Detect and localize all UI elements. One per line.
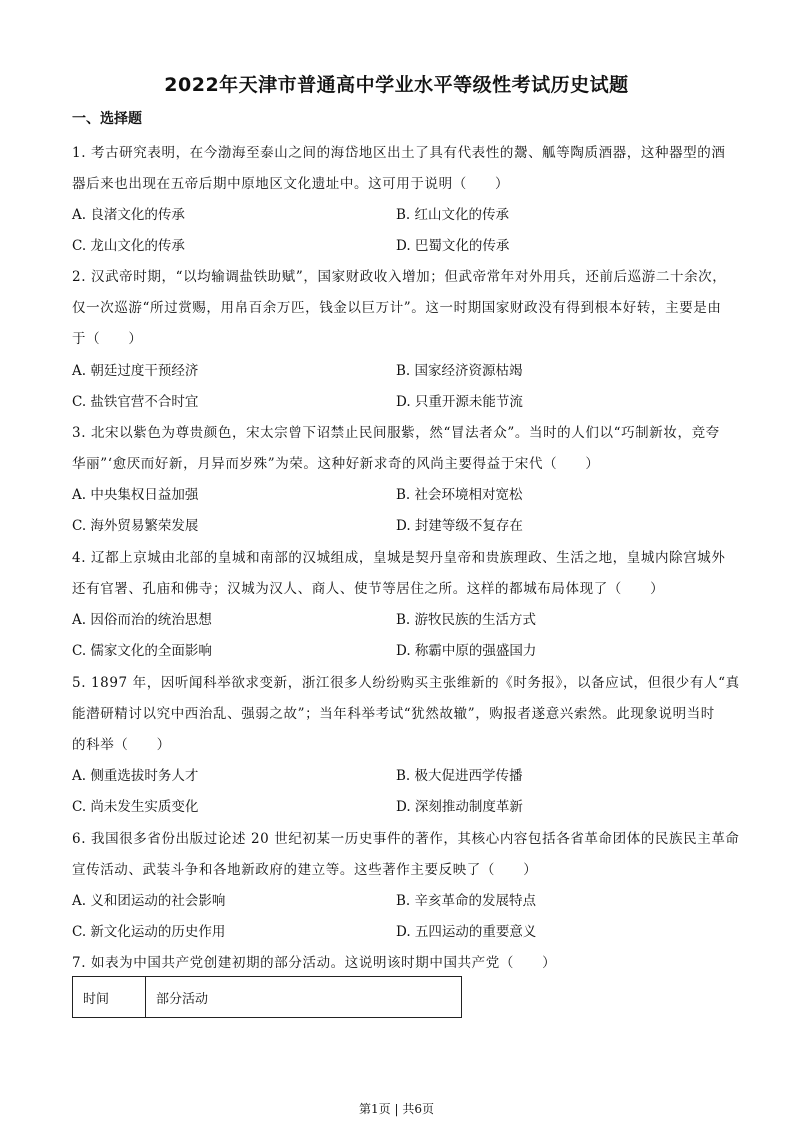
question-2-line-3: 于（ ） [72,331,143,347]
question-1-option-c: C. 龙山文化的传承 [72,238,185,254]
question-2-option-c: C. 盐铁官营不合时宜 [72,394,199,410]
question-5-option-c: C. 尚未发生实质变化 [72,799,199,815]
table-row [73,977,462,1018]
question-4-option-c: C. 儒家文化的全面影响 [72,643,212,659]
question-6-option-a: A. 义和团运动的社会影响 [72,893,226,909]
question-3-line-2: 华丽”‘愈厌而好新，月异而岁殊”为荣。这种好新求奇的风尚主要得益于宋代（ ） [72,456,600,472]
question-6-line-2: 宣传活动、武装斗争和各地新政府的建立等。这些著作主要反映了（ ） [72,862,538,878]
question-6-option-d: D. 五四运动的重要意义 [396,924,537,940]
question-5-line-2: 能潜研精讨以究中西治乱、强弱之故”；当年科举考试“犹然故辙”，购报者遂意兴索然。此现象说明当时 [72,706,715,722]
question-5-line-3: 的科举（ ） [72,737,171,753]
question-3-option-a: A. 中央集权日益加强 [72,487,199,503]
question-3-option-c: C. 海外贸易繁荣发展 [72,518,199,534]
activities-table [72,976,462,1018]
question-3-option-d: D. 封建等级不复存在 [396,518,523,534]
page-footer: 第1页 | 共6页 [359,1102,434,1116]
question-2-line-2: 仅一次巡游“所过赏赐，用帛百余万匹，钱金以巨万计”。这一时期国家财政没有得到根本好转，主要是由 [72,300,722,316]
page-title: 2022年天津市普通高中学业水平等级性考试历史试题 [164,74,629,96]
question-5-option-b: B. 极大促进西学传播 [396,768,523,784]
question-1-option-d: D. 巴蜀文化的传承 [396,238,510,254]
question-4-line-2: 还有官署、孔庙和佛寺；汉城为汉人、商人、使节等居住之所。这样的都城布局体现了（ ） [72,581,665,597]
question-2-option-a: A. 朝廷过度干预经济 [72,363,199,379]
question-3-line-1: 3. 北宋以紫色为尊贵颜色，宋太宗曾下诏禁止民间服紫，然“冒法者众”。当时的人们以“巧制新妆，竞夸 [72,425,720,441]
section-heading: 一、选择题 [72,111,142,127]
question-6-option-c: C. 新文化运动的历史作用 [72,924,226,940]
question-1-option-a: A. 良渚文化的传承 [72,207,185,223]
question-2-line-1: 2. 汉武帝时期，“以均输调盐铁助赋”，国家财政收入增加；但武帝常年对外用兵，还前后巡游二十余次， [72,269,727,285]
question-1-option-b: B. 红山文化的传承 [396,207,510,223]
question-4-option-b: B. 游牧民族的生活方式 [396,612,537,628]
question-2-option-d: D. 只重开源未能节流 [396,394,523,410]
question-5-line-1: 5. 1897 年，因听闻科举欲求变新，浙江很多人纷纷购买主张维新的《时务报》，以备应试，但很少有人“真 [72,675,740,691]
question-7-line-1: 7. 如表为中国共产党创建初期的部分活动。这说明该时期中国共产党（ ） [72,955,557,971]
question-1-line-1: 1. 考古研究表明，在今渤海至泰山之间的海岱地区出土了具有代表性的鬶、觚等陶质酒器，这种器型的酒 [72,145,726,161]
question-1-line-2: 器后来也出现在五帝后期中原地区文化遗址中。这可用于说明（ ） [72,176,510,192]
question-5-option-a: A. 侧重选拔时务人才 [72,768,199,784]
question-6-line-1: 6. 我国很多省份出版过论述 20 世纪初某一历史事件的著作，其核心内容包括各省革命团体的民族民主革命 [72,831,740,847]
question-4-line-1: 4. 辽都上京城由北部的皇城和南部的汉城组成，皇城是契丹皇帝和贵族理政、生活之地，皇城内除宫城外 [72,550,726,566]
question-4-option-d: D. 称霸中原的强盛国力 [396,643,537,659]
table-header-time: 时间 [73,977,146,1018]
question-6-option-b: B. 辛亥革命的发展特点 [396,893,537,909]
question-3-option-b: B. 社会环境相对宽松 [396,487,523,503]
question-5-option-d: D. 深刻推动制度革新 [396,799,523,815]
question-2-option-b: B. 国家经济资源枯竭 [396,363,523,379]
question-4-option-a: A. 因俗而治的统治思想 [72,612,212,628]
table-header-activities: 部分活动 [146,977,462,1018]
